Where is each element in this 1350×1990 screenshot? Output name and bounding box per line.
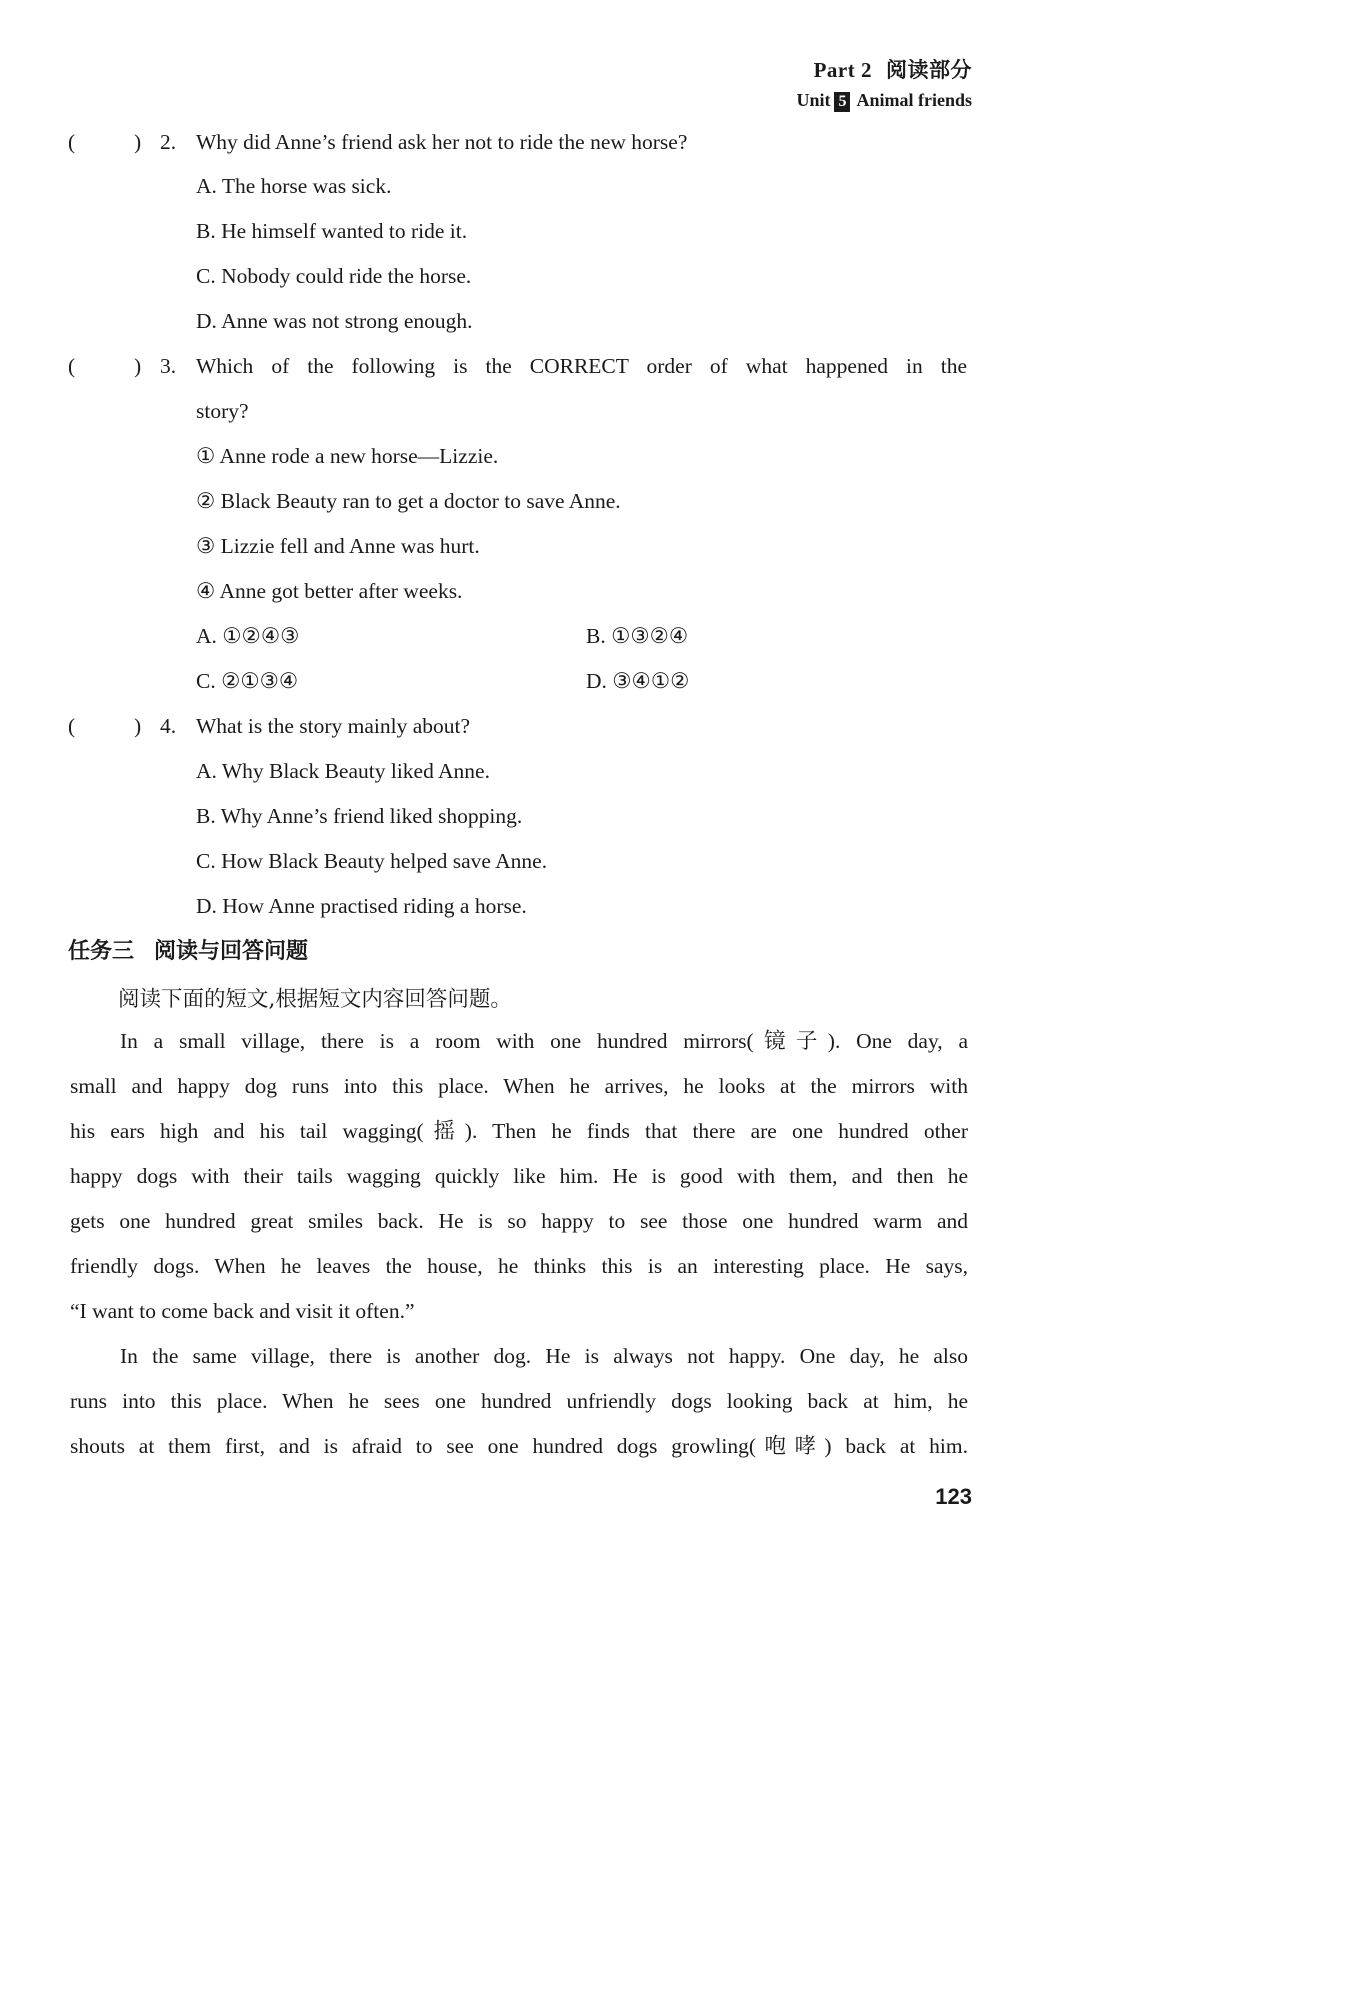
passage-line: “I want to come back and visit it often.” xyxy=(70,1299,415,1323)
answer-paren-close: ) xyxy=(134,130,142,154)
option-c: C. Nobody could ride the horse. xyxy=(196,264,472,288)
passage-line: happy dogs with their tails wagging quickly like him. He is good with them, and then he xyxy=(70,1164,968,1188)
running-header xyxy=(796,54,972,112)
passage-line: shouts at them first, and is afraid to see one hundred dogs growling(咆哮) back at him. xyxy=(70,1434,968,1458)
unit-label: Unit xyxy=(796,90,831,110)
option-c: C. How Black Beauty helped save Anne. xyxy=(196,849,548,873)
part-heading xyxy=(796,54,972,84)
section-task-title: 阅读与回答问题 xyxy=(154,939,309,964)
section-heading xyxy=(68,934,308,965)
passage-line: friendly dogs. When he leaves the house, he thinks this is an interesting place. He says, xyxy=(70,1254,968,1278)
answer-paren-open: ( xyxy=(68,130,76,154)
question-number: 3. xyxy=(160,354,177,378)
passage-paragraph-1 xyxy=(70,1019,968,1334)
question-stem: Which of the following is the CORRECT order of what happened in the xyxy=(196,354,967,378)
passage-line: gets one hundred great smiles back. He is so happy to see those one hundred warm and xyxy=(70,1209,968,1233)
option-a: A. ①②④③ xyxy=(196,624,300,648)
answer-paren-close: ) xyxy=(134,714,142,738)
question-number: 2. xyxy=(160,130,177,154)
option-d: D. How Anne practised riding a horse. xyxy=(196,894,527,918)
passage-line: In the same village, there is another dog. He is always not happy. One day, he also xyxy=(120,1344,968,1368)
event-3: ③ Lizzie fell and Anne was hurt. xyxy=(196,534,480,558)
answer-paren-close: ) xyxy=(134,354,142,378)
page-number: 123 xyxy=(935,1484,972,1509)
unit-title: Animal friends xyxy=(856,90,972,110)
passage-line: In a small village, there is a room with one hundred mirrors(镜子). One day, a xyxy=(120,1029,968,1053)
option-d: D. ③④①② xyxy=(586,669,690,693)
option-b: B. He himself wanted to ride it. xyxy=(196,219,468,243)
section-task-label: 任务三 xyxy=(68,939,135,964)
option-a: A. The horse was sick. xyxy=(196,174,392,198)
section-instruction: 阅读下面的短文,根据短文内容回答问题。 xyxy=(118,987,512,1012)
event-1: ① Anne rode a new horse—Lizzie. xyxy=(196,444,499,468)
option-a: A. Why Black Beauty liked Anne. xyxy=(196,759,490,783)
option-b: B. Why Anne’s friend liked shopping. xyxy=(196,804,523,828)
question-number: 4. xyxy=(160,714,177,738)
unit-heading xyxy=(796,90,972,112)
answer-paren-open: ( xyxy=(68,354,76,378)
passage-line: small and happy dog runs into this place. When he arrives, he looks at the mirrors with xyxy=(70,1074,968,1098)
question-stem: What is the story mainly about? xyxy=(196,714,471,738)
part-label: Part 2 xyxy=(813,58,872,82)
passage-line: his ears high and his tail wagging(摇). Then he finds that there are one hundred other xyxy=(70,1119,968,1143)
part-cn-label: 阅读部分 xyxy=(886,58,972,82)
question-stem-continued: story? xyxy=(196,399,249,423)
answer-paren-open: ( xyxy=(68,714,76,738)
event-4: ④ Anne got better after weeks. xyxy=(196,579,463,603)
passage-paragraph-2 xyxy=(70,1334,968,1469)
event-2: ② Black Beauty ran to get a doctor to save Anne. xyxy=(196,489,621,513)
option-c: C. ②①③④ xyxy=(196,669,299,693)
option-b: B. ①③②④ xyxy=(586,624,689,648)
question-stem: Why did Anne’s friend ask her not to ride the new horse? xyxy=(196,130,688,154)
option-d: D. Anne was not strong enough. xyxy=(196,309,473,333)
passage-line: runs into this place. When he sees one hundred unfriendly dogs looking back at him, he xyxy=(70,1389,968,1413)
unit-number-badge: 5 xyxy=(834,92,850,112)
